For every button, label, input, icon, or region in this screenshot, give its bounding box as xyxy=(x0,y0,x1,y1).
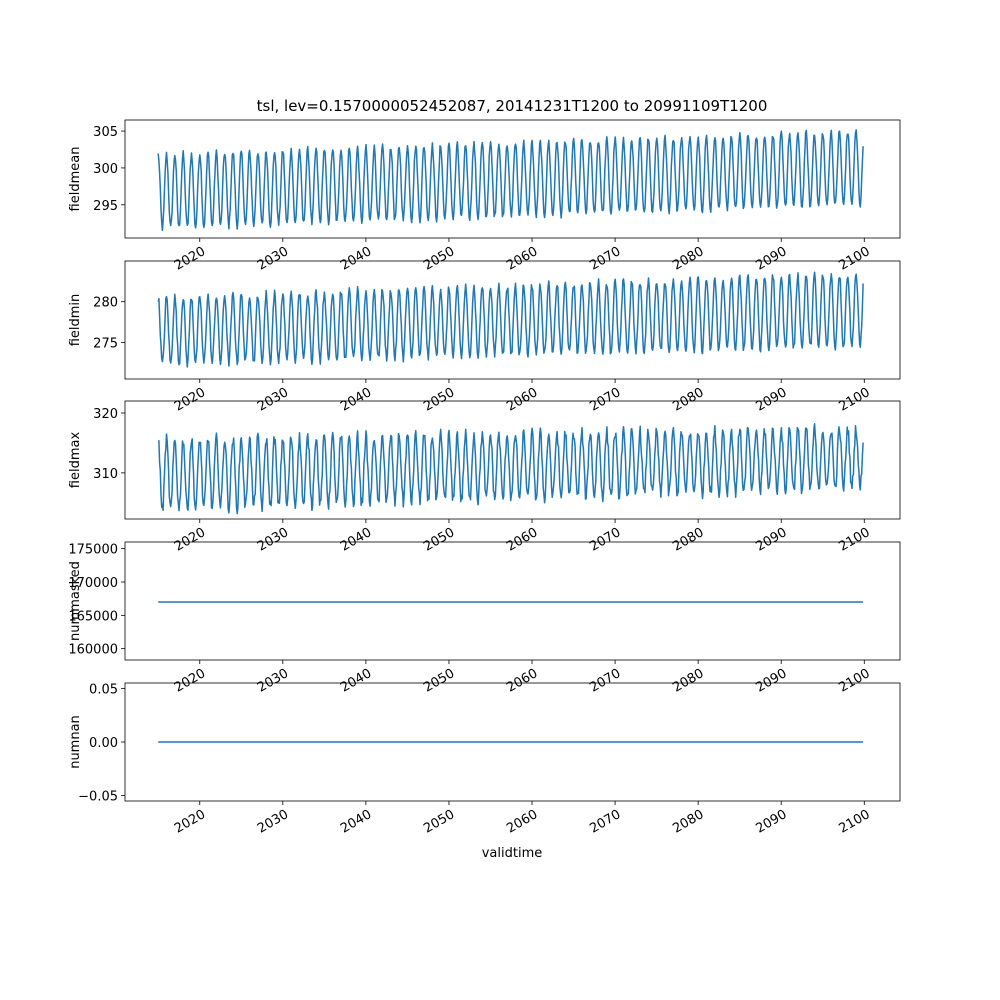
x-tick-label: 2070 xyxy=(587,666,624,696)
series-line-fieldmean xyxy=(158,130,863,231)
figure-title: tsl, lev=0.1570000052452087, 20141231T1200 to 20991109T1200 xyxy=(256,97,768,115)
plot-frame xyxy=(125,542,900,660)
x-tick-label: 2020 xyxy=(171,385,209,415)
x-tick-label: 2070 xyxy=(587,807,624,837)
x-tick-label: 2060 xyxy=(504,666,541,696)
x-tick-label: 2020 xyxy=(171,666,209,696)
x-tick-label: 2050 xyxy=(421,385,458,415)
x-tick-label: 2050 xyxy=(421,666,458,696)
x-tick-label: 2100 xyxy=(836,807,873,837)
x-tick-label: 2070 xyxy=(587,244,624,274)
y-tick-label: 170000 xyxy=(68,576,118,591)
x-tick-label: 2030 xyxy=(255,666,292,696)
x-tick-label: 2040 xyxy=(338,525,375,555)
x-tick-label: 2090 xyxy=(753,666,790,696)
y-tick-label: 310 xyxy=(93,466,118,482)
x-tick-label: 2070 xyxy=(587,385,624,415)
x-tick-label: 2100 xyxy=(836,244,873,274)
x-tick-label: 2060 xyxy=(504,525,541,555)
y-axis-label: nummasked xyxy=(68,561,83,641)
panel-fieldmean xyxy=(68,120,900,274)
x-tick-label: 2030 xyxy=(255,525,292,555)
x-tick-label: 2100 xyxy=(836,666,873,696)
x-tick-label: 2040 xyxy=(338,244,375,274)
x-tick-label: 2090 xyxy=(753,385,790,415)
x-tick-label: 2080 xyxy=(670,807,707,837)
y-tick-label: 300 xyxy=(93,161,118,177)
x-tick-label: 2100 xyxy=(836,525,873,555)
y-tick-label: 165000 xyxy=(68,609,118,625)
x-tick-label: 2030 xyxy=(255,244,292,274)
y-axis-label: fieldmean xyxy=(68,146,83,212)
x-tick-label: 2020 xyxy=(171,807,209,837)
x-tick-label: 2100 xyxy=(836,385,873,415)
panel-nummasked xyxy=(68,542,900,696)
panel-fieldmax xyxy=(68,401,900,555)
y-tick-label: 305 xyxy=(93,125,118,141)
y-tick-label: 175000 xyxy=(68,542,118,558)
y-tick-label: 0.05 xyxy=(89,682,118,698)
x-axis-label: validtime xyxy=(481,846,543,861)
panels xyxy=(68,120,900,837)
x-tick-label: 2060 xyxy=(504,244,541,274)
y-tick-label: 295 xyxy=(93,198,118,214)
x-tick-label: 2060 xyxy=(504,385,541,415)
y-tick-label: 160000 xyxy=(68,642,118,658)
x-tick-label: 2030 xyxy=(255,385,292,415)
x-tick-label: 2020 xyxy=(171,244,209,274)
x-tick-label: 2090 xyxy=(753,525,790,555)
y-axis-label: numnan xyxy=(68,715,83,769)
panel-fieldmin xyxy=(68,261,900,415)
series-line-fieldmin xyxy=(158,272,863,367)
x-tick-label: 2050 xyxy=(421,244,458,274)
x-tick-label: 2040 xyxy=(338,807,375,837)
y-tick-label: 0.00 xyxy=(89,736,118,751)
x-tick-label: 2060 xyxy=(504,807,541,837)
x-tick-label: 2020 xyxy=(171,525,209,555)
y-tick-label: 320 xyxy=(93,406,118,422)
y-tick-label: −0.05 xyxy=(78,789,118,805)
y-tick-label: 275 xyxy=(93,336,118,352)
x-tick-label: 2040 xyxy=(338,385,375,415)
y-axis-label: fieldmax xyxy=(68,431,83,489)
x-tick-label: 2040 xyxy=(338,666,375,696)
series-line-fieldmax xyxy=(158,424,863,514)
x-tick-label: 2080 xyxy=(670,244,707,274)
x-tick-label: 2030 xyxy=(255,807,292,837)
x-tick-label: 2080 xyxy=(670,385,707,415)
y-axis-label: fieldmin xyxy=(68,293,83,347)
x-tick-label: 2050 xyxy=(421,525,458,555)
x-tick-label: 2080 xyxy=(670,525,707,555)
panel-numnan xyxy=(68,682,900,836)
x-tick-label: 2090 xyxy=(753,807,790,837)
y-tick-label: 280 xyxy=(93,295,118,311)
x-tick-label: 2050 xyxy=(421,807,458,837)
x-tick-label: 2070 xyxy=(587,525,624,555)
x-tick-label: 2080 xyxy=(670,666,707,696)
x-tick-label: 2090 xyxy=(753,244,790,274)
